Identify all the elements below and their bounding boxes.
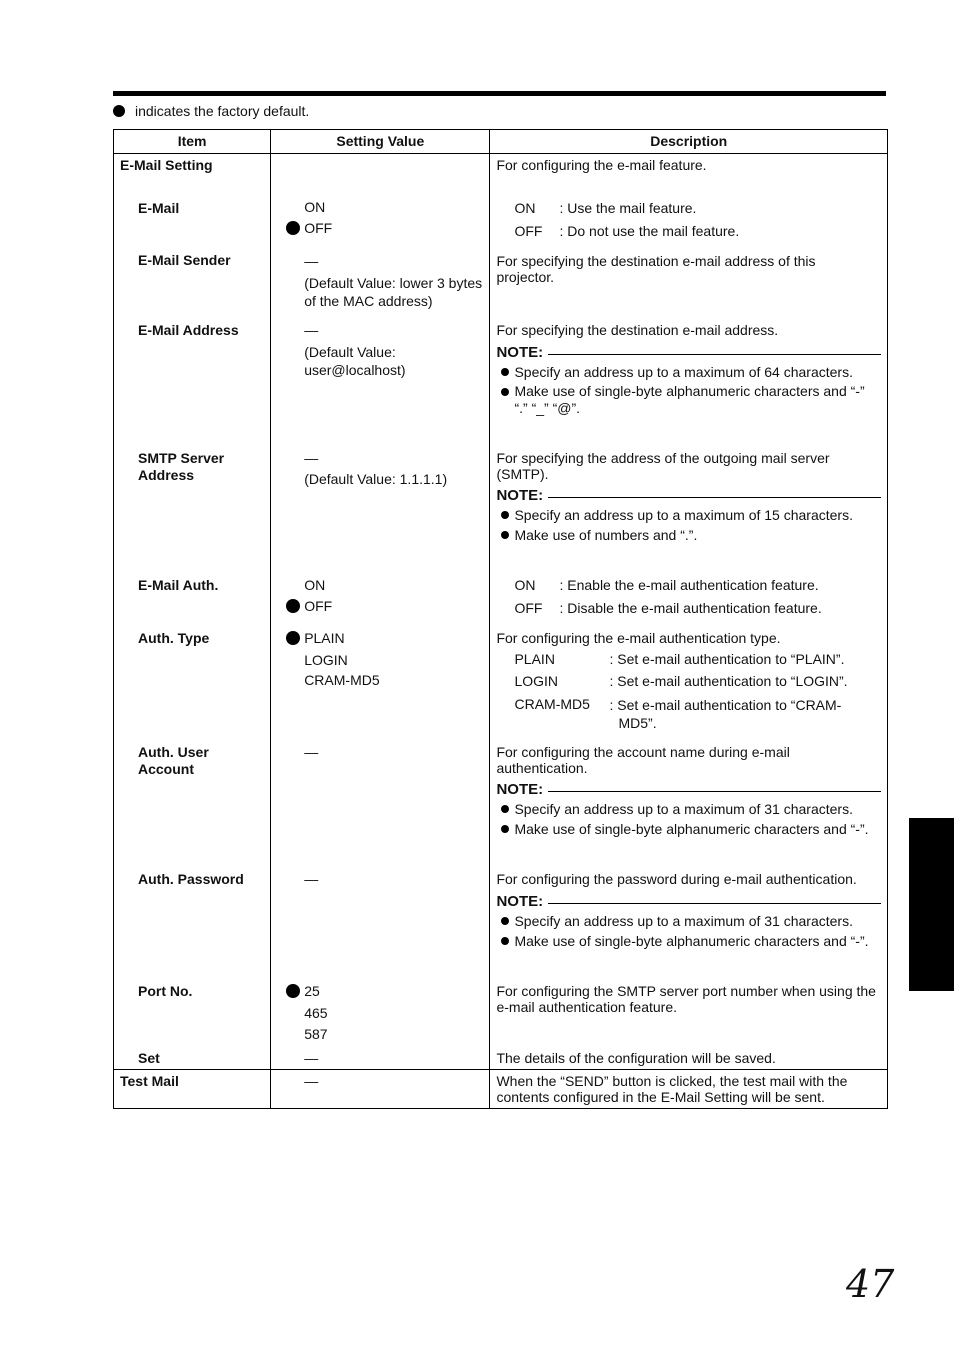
item-email-address: E-Mail Address (138, 322, 239, 338)
note-item: Specify an address up to a maximum of 31 characters. (496, 912, 881, 930)
table-header-row (114, 130, 888, 154)
item-test-mail: Test Mail (120, 1073, 179, 1089)
port-587: 587 (304, 1026, 328, 1042)
default-dot-icon (286, 599, 300, 613)
port-25: 25 (304, 983, 320, 1000)
table-row (114, 154, 888, 1070)
item-auth-user: Auth. User Account (138, 744, 209, 777)
authpass-dash: — (304, 871, 319, 887)
authtype-crammd5: CRAM-MD5 (304, 672, 380, 688)
address-dash: — (304, 322, 319, 338)
item-port: Port No. (138, 983, 193, 999)
email-off: OFF (304, 220, 332, 237)
auth-desc-off-key: OFF (514, 600, 543, 616)
default-dot-icon (113, 105, 125, 117)
note-item: Specify an address up to a maximum of 15 characters. (496, 506, 881, 524)
authpass-note (496, 893, 881, 950)
smtp-default: (Default Value: 1.1.1.1) (304, 471, 448, 487)
description-cell (490, 1070, 888, 1109)
setting-cell (271, 1070, 490, 1109)
default-dot-icon (286, 221, 300, 235)
authuser-desc: For configuring the account name during e-mail authentication. (496, 744, 790, 776)
authtype-plain: PLAIN (304, 630, 344, 647)
port-465: 465 (304, 1005, 328, 1021)
item-email-auth: E-Mail Auth. (138, 577, 219, 593)
item-cell (114, 154, 271, 1070)
item-smtp: SMTP Server Address (138, 450, 225, 483)
header-item: Item (114, 130, 271, 154)
authuser-note (496, 781, 881, 838)
port-desc: For configuring the SMTP server port number when using the e-mail authentication feature. (496, 983, 876, 1015)
email-desc-on-key: ON (514, 200, 536, 216)
sender-default: (Default Value: lower 3 bytes of the MAC address) (304, 275, 483, 309)
legend (113, 103, 309, 119)
description-cell (490, 154, 888, 1070)
authtype-opt-val: : Set e-mail authentication to “PLAIN”. (609, 651, 845, 667)
email-desc-on-val: : Use the mail feature. (559, 200, 697, 216)
authpass-desc: For configuring the password during e-mail authentication. (496, 871, 857, 887)
email-desc-off-key: OFF (514, 223, 543, 239)
testmail-desc: When the “SEND” button is clicked, the test mail with the contents configured in the E-Mail Setting will be sent. (496, 1073, 848, 1105)
set-desc: The details of the configuration will be saved. (496, 1050, 776, 1066)
authtype-desc: For configuring the e-mail authentication type. (496, 630, 781, 646)
item-email-sender: E-Mail Sender (138, 252, 231, 268)
settings-table (113, 129, 888, 1109)
note-title: NOTE: (496, 487, 544, 504)
top-rule (113, 91, 886, 96)
set-dash: — (304, 1050, 319, 1066)
sender-desc: For specifying the destination e-mail address of this projector. (496, 253, 816, 285)
default-dot-icon (286, 984, 300, 998)
note-item: Specify an address up to a maximum of 31 characters. (496, 800, 881, 818)
chapter-tab (909, 818, 954, 991)
authtype-opt-val: : Set e-mail authentication to “LOGIN”. (609, 673, 848, 689)
authtype-opt-val: : Set e-mail authentication to “CRAM-MD5”. (609, 697, 842, 731)
address-desc: For specifying the destination e-mail address. (496, 322, 779, 338)
address-note (496, 344, 881, 417)
section-title: E-Mail Setting (120, 157, 213, 173)
section-intro: For configuring the e-mail feature. (496, 157, 707, 173)
auth-off: OFF (304, 598, 332, 615)
note-title: NOTE: (496, 344, 544, 361)
address-default: (Default Value: user@localhost) (304, 344, 406, 378)
legend-text: indicates the factory default. (135, 103, 310, 119)
note-item: Make use of numbers and “.”. (496, 526, 881, 544)
item-cell (114, 1070, 271, 1109)
item-auth-type: Auth. Type (138, 630, 210, 646)
authtype-opt-key: LOGIN (514, 673, 559, 689)
header-description: Description (490, 130, 888, 154)
item-email: E-Mail (138, 200, 180, 216)
auth-desc-on-key: ON (514, 577, 536, 593)
smtp-note (496, 487, 881, 544)
note-title: NOTE: (496, 781, 544, 798)
header-setting: Setting Value (271, 130, 490, 154)
authtype-opt-key: CRAM-MD5 (514, 696, 590, 712)
sender-dash: — (304, 253, 319, 269)
email-on: ON (304, 199, 326, 215)
item-set: Set (138, 1050, 160, 1066)
authuser-dash: — (304, 744, 319, 760)
table-row (114, 1070, 888, 1109)
auth-desc-on-val: : Enable the e-mail authentication feature. (559, 577, 819, 593)
smtp-dash: — (304, 450, 319, 466)
auth-desc-off-val: : Disable the e-mail authentication feature. (559, 600, 822, 616)
default-dot-icon (286, 631, 300, 645)
authtype-opt-key: PLAIN (514, 651, 555, 667)
note-item: Make use of single-byte alphanumeric characters and “-”. (496, 932, 881, 950)
smtp-desc: For specifying the address of the outgoing mail server (SMTP). (496, 450, 830, 482)
note-item: Make use of single-byte alphanumeric characters and “-”. (496, 820, 881, 838)
email-desc-off-val: : Do not use the mail feature. (559, 223, 740, 239)
note-item: Make use of single-byte alphanumeric characters and “-” “.” “_” “@”. (496, 383, 881, 417)
note-item: Specify an address up to a maximum of 64 characters. (496, 363, 881, 381)
page-number: 47 (846, 1262, 895, 1306)
testmail-dash: — (304, 1073, 319, 1089)
setting-cell (271, 154, 490, 1070)
item-auth-password: Auth. Password (138, 871, 244, 887)
note-title: NOTE: (496, 893, 544, 910)
auth-on: ON (304, 577, 326, 593)
authtype-login: LOGIN (304, 652, 348, 668)
